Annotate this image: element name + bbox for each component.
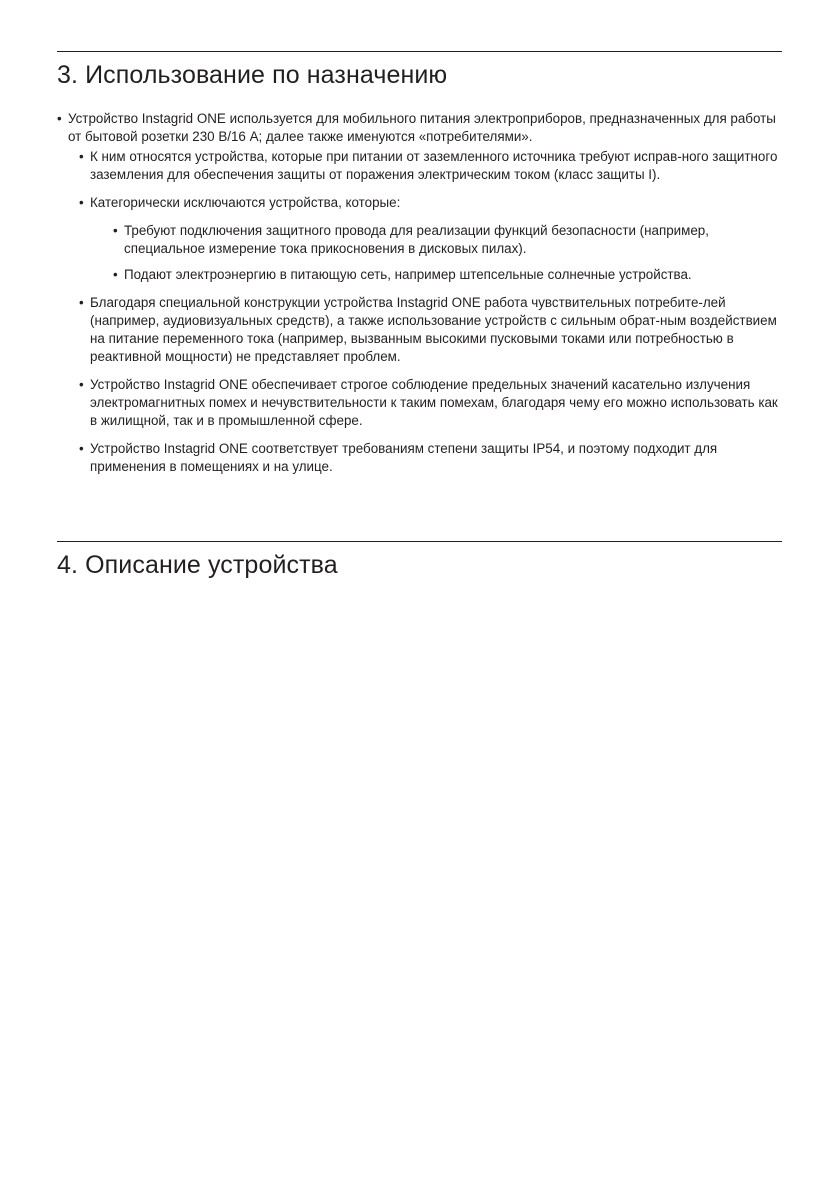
section-3-rule	[57, 51, 782, 52]
item-text: Подают электроэнергию в питающую сеть, например штепсельные солнечные устройства.	[124, 267, 692, 282]
item-text: Устройство Instagrid ONE соответствует требованиям степени защиты IP54, и поэтому подходит для применения в помещениях и на улице.	[90, 441, 718, 474]
list-item	[90, 148, 782, 184]
list-item-intro	[68, 110, 782, 476]
item-text: Благодаря специальной конструкции устройства Instagrid ONE работа чувствительных потребите-лей (например, аудиовизуальных средств), а также использование устройств с сильным обрат-ным воздействием на питание переменного тока (например, вызванным высокими пусковыми токами или потребностью в реактивной мощности) не представляет проблем.	[90, 295, 777, 364]
item-text: Категорически исключаются устройства, которые:	[90, 195, 401, 210]
item-text: К ним относятся устройства, которые при питании от заземленного источника требуют исправ-ного защитного заземления для обеспечения защиты от поражения электрическим током (класс защиты I).	[90, 149, 778, 182]
list-item	[90, 440, 782, 476]
item-text: Требуют подключения защитного провода для реализации функций безопасности (например, специальное измерение тока прикосновения в дисковых пилах).	[124, 223, 709, 256]
section-4-title: 4. Описание устройства	[57, 551, 338, 579]
section-3-list	[57, 110, 782, 476]
section-4-rule	[57, 541, 782, 542]
intro-text: Устройство Instagrid ONE используется для мобильного питания электроприборов, предназначенных для работы от бытовой розетки 230 В/16 А; далее также именуются «потребителями».	[68, 111, 776, 144]
section-3-title: 3. Использование по назначению	[57, 61, 448, 89]
sub-list	[68, 148, 782, 476]
item-text: Устройство Instagrid ONE обеспечивает строгое соблюдение предельных значений касательно излучения электромагнитных помех и нечувствительности к таким помехам, благодаря чему его можно использовать как в жилищной, так и в промышленной сфере.	[90, 377, 778, 428]
list-item	[90, 376, 782, 430]
section-4	[57, 541, 782, 580]
list-item	[124, 266, 782, 284]
excluded-list	[90, 222, 782, 284]
list-item	[124, 222, 782, 258]
list-item	[90, 194, 782, 284]
list-item	[90, 294, 782, 366]
section-3	[57, 51, 782, 486]
